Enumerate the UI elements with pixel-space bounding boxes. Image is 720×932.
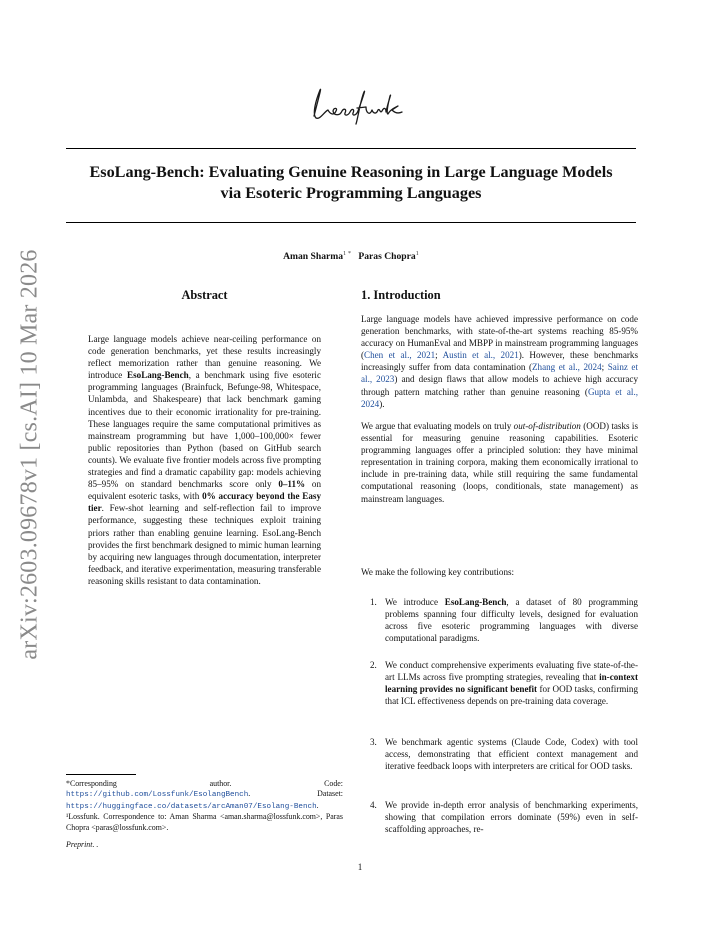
contribution-text-run: for OOD tasks, confirming that ICL effectiveness depends on pre-training data coverage. (385, 684, 638, 707)
intro-text: ). However, these benchmarks increasingly suffer from data contamination ( (361, 350, 638, 373)
preprint-label: Preprint. . (66, 840, 99, 849)
intro-text: ). (379, 398, 385, 409)
intro-paragraph-3 (361, 566, 638, 578)
citation-link[interactable]: Sainz et al., 2023 (361, 362, 638, 385)
citation-link[interactable]: Austin et al., 2021 (442, 350, 519, 361)
abstract-text: , a benchmark using five esoteric programming languages (Brainfuck, Befunge-98, Whitespace, Unlambda, and Shakespeare) that lack benchmark gaming incentives due to their economic irrationality for pre-training. These languages require the same computational primitives as mainstream programming but have 1,000–100,000× fewer public repositories than Python (based on GitHub search counts). We evaluate five frontier models across five prompting strategies and find a dramatic capability gap: models achieving 85–95% on standard benchmarks score only (88, 370, 321, 490)
author-name: Paras Chopra (358, 251, 416, 263)
abstract-text: Large language models achieve near-ceiling performance on code generation benchmarks, yet these results increasingly reflect memorization rather than genuine reasoning. We introduce (88, 334, 321, 381)
footnote-rule (66, 774, 136, 775)
intro-paragraph-1 (361, 313, 638, 410)
page-number: 1 (357, 862, 363, 872)
contribution-text-run: We benchmark agentic systems (Claude Code, Codex) with tool access, demonstrating that efficient context management and iterative feedback loops with interpreters are critical for OOD tasks. (385, 737, 638, 772)
intro-text: We make the following key contributions: (361, 567, 515, 577)
footnote-text: . Dataset: (248, 789, 343, 799)
contribution-item-3 (361, 736, 638, 772)
contribution-text-run: We introduce (385, 597, 445, 607)
abstract-heading: Abstract (181, 288, 228, 302)
contribution-number: 1. (370, 597, 377, 607)
contribution-item-4 (361, 799, 638, 835)
author-list (66, 250, 636, 262)
title-top-rule (66, 148, 636, 149)
intro-text: ; (601, 362, 608, 373)
contribution-number: 2. (370, 660, 377, 670)
lossfunk-signature-logo (300, 78, 410, 130)
contribution-text-run: , a dataset of 80 programming problems spanning four difficulty levels, designed for evaluation across five esoteric programming languages with diverse computational paradigms. (385, 597, 638, 644)
abstract-text: EsoLang-Bench (127, 370, 189, 381)
arxiv-id-text: arXiv:2603.09678v1 [cs.AI] 10 Mar 2026 (16, 248, 43, 660)
contribution-item-1 (361, 596, 638, 644)
contribution-text-run: EsoLang-Bench (444, 597, 507, 607)
intro-text: Large language models have achieved impressive performance on code generation benchmarks, with state-of-the-art systems reaching 85-95% accuracy on HumanEval and MBPP in mainstream programming languages ( (361, 314, 638, 361)
contribution-text (385, 736, 638, 772)
footnote-text: . ¹Lossfunk. Correspondence to: Aman Sharma <aman.sharma@lossfunk.com>, Paras Chopra <paras@lossfunk.com>. (66, 800, 343, 832)
abstract-text: 0% accuracy beyond the Easy tier (88, 491, 322, 514)
abstract-text: . Few-shot learning and self-reflection fail to improve performance, suggesting these techniques exploit training priors rather than enabling genuine learning. EsoLang-Bench provides the first benchmark designed to mimic human learning by acquiring new languages through documentation, interpreter feedback, and iterative experimentation, measuring transferable reasoning skills resistant to data contamination. (88, 503, 321, 586)
abstract-text: 0–11% (278, 479, 306, 490)
footnote-text: *Corresponding author. Code: (66, 779, 343, 788)
intro-paragraph-2 (361, 420, 638, 505)
author-affiliation-mark: 1 * (343, 250, 352, 257)
author-name: Aman Sharma (283, 251, 344, 263)
title-bottom-rule (66, 222, 636, 223)
author-affiliation-mark: 1 (415, 250, 419, 257)
contribution-item-2 (361, 659, 638, 707)
citation-link[interactable]: Gupta et al., 2024 (361, 386, 638, 409)
contribution-number: 3. (370, 737, 377, 747)
intro-text: (OOD) tasks is essential for measuring genuine reasoning capabilities. Esoteric programming languages offer a principled solution: they have minimal representation in training corpora, making them economically irrational to include in pre-training data, while still requiring the same fundamental computational reasoning (loops, conditionals, state management) as mainstream languages. (361, 421, 638, 504)
contribution-number: 4. (370, 800, 377, 810)
intro-text: We argue that evaluating models on truly (361, 421, 514, 431)
contribution-text-run: We provide in-depth error analysis of benchmarking experiments, showing that compilation errors dominate (59%) even in self-scaffolding approaches, re- (385, 800, 638, 835)
url-link[interactable]: https://github.com/Lossfunk/EsolangBench (66, 791, 249, 800)
contribution-text-run: in-context learning provides no significant benefit (385, 672, 638, 695)
intro-text: out-of-distribution (513, 421, 581, 431)
citation-link[interactable]: Chen et al., 2021 (364, 350, 436, 361)
title-line-1: EsoLang-Bench: Evaluating Genuine Reasoning in Large Language Models (89, 163, 613, 181)
url-link[interactable]: https://huggingface.co/datasets/arcAman07/Esolang-Bench (66, 802, 317, 811)
contribution-text-run: We conduct comprehensive experiments evaluating five state-of-the-art LLMs across five prompting strategies, revealing that (385, 660, 638, 683)
intro-text: ) and design flaws that allow models to achieve high accuracy through pattern matching rather than genuine reasoning ( (361, 374, 638, 397)
paper-title (66, 162, 636, 204)
arxiv-side-identifier (8, 248, 52, 660)
abstract-body (88, 333, 321, 587)
contribution-text (385, 799, 638, 835)
footnote-corresponding (66, 779, 343, 833)
citation-link[interactable]: Zhang et al., 2024 (531, 362, 602, 373)
contribution-text (385, 659, 638, 707)
title-line-2: via Esoteric Programming Languages (220, 184, 482, 202)
contribution-text (385, 596, 638, 644)
intro-text: ; (435, 350, 443, 361)
introduction-heading: 1. Introduction (361, 288, 441, 302)
abstract-text: on equivalent esoteric tasks, with (88, 479, 321, 502)
